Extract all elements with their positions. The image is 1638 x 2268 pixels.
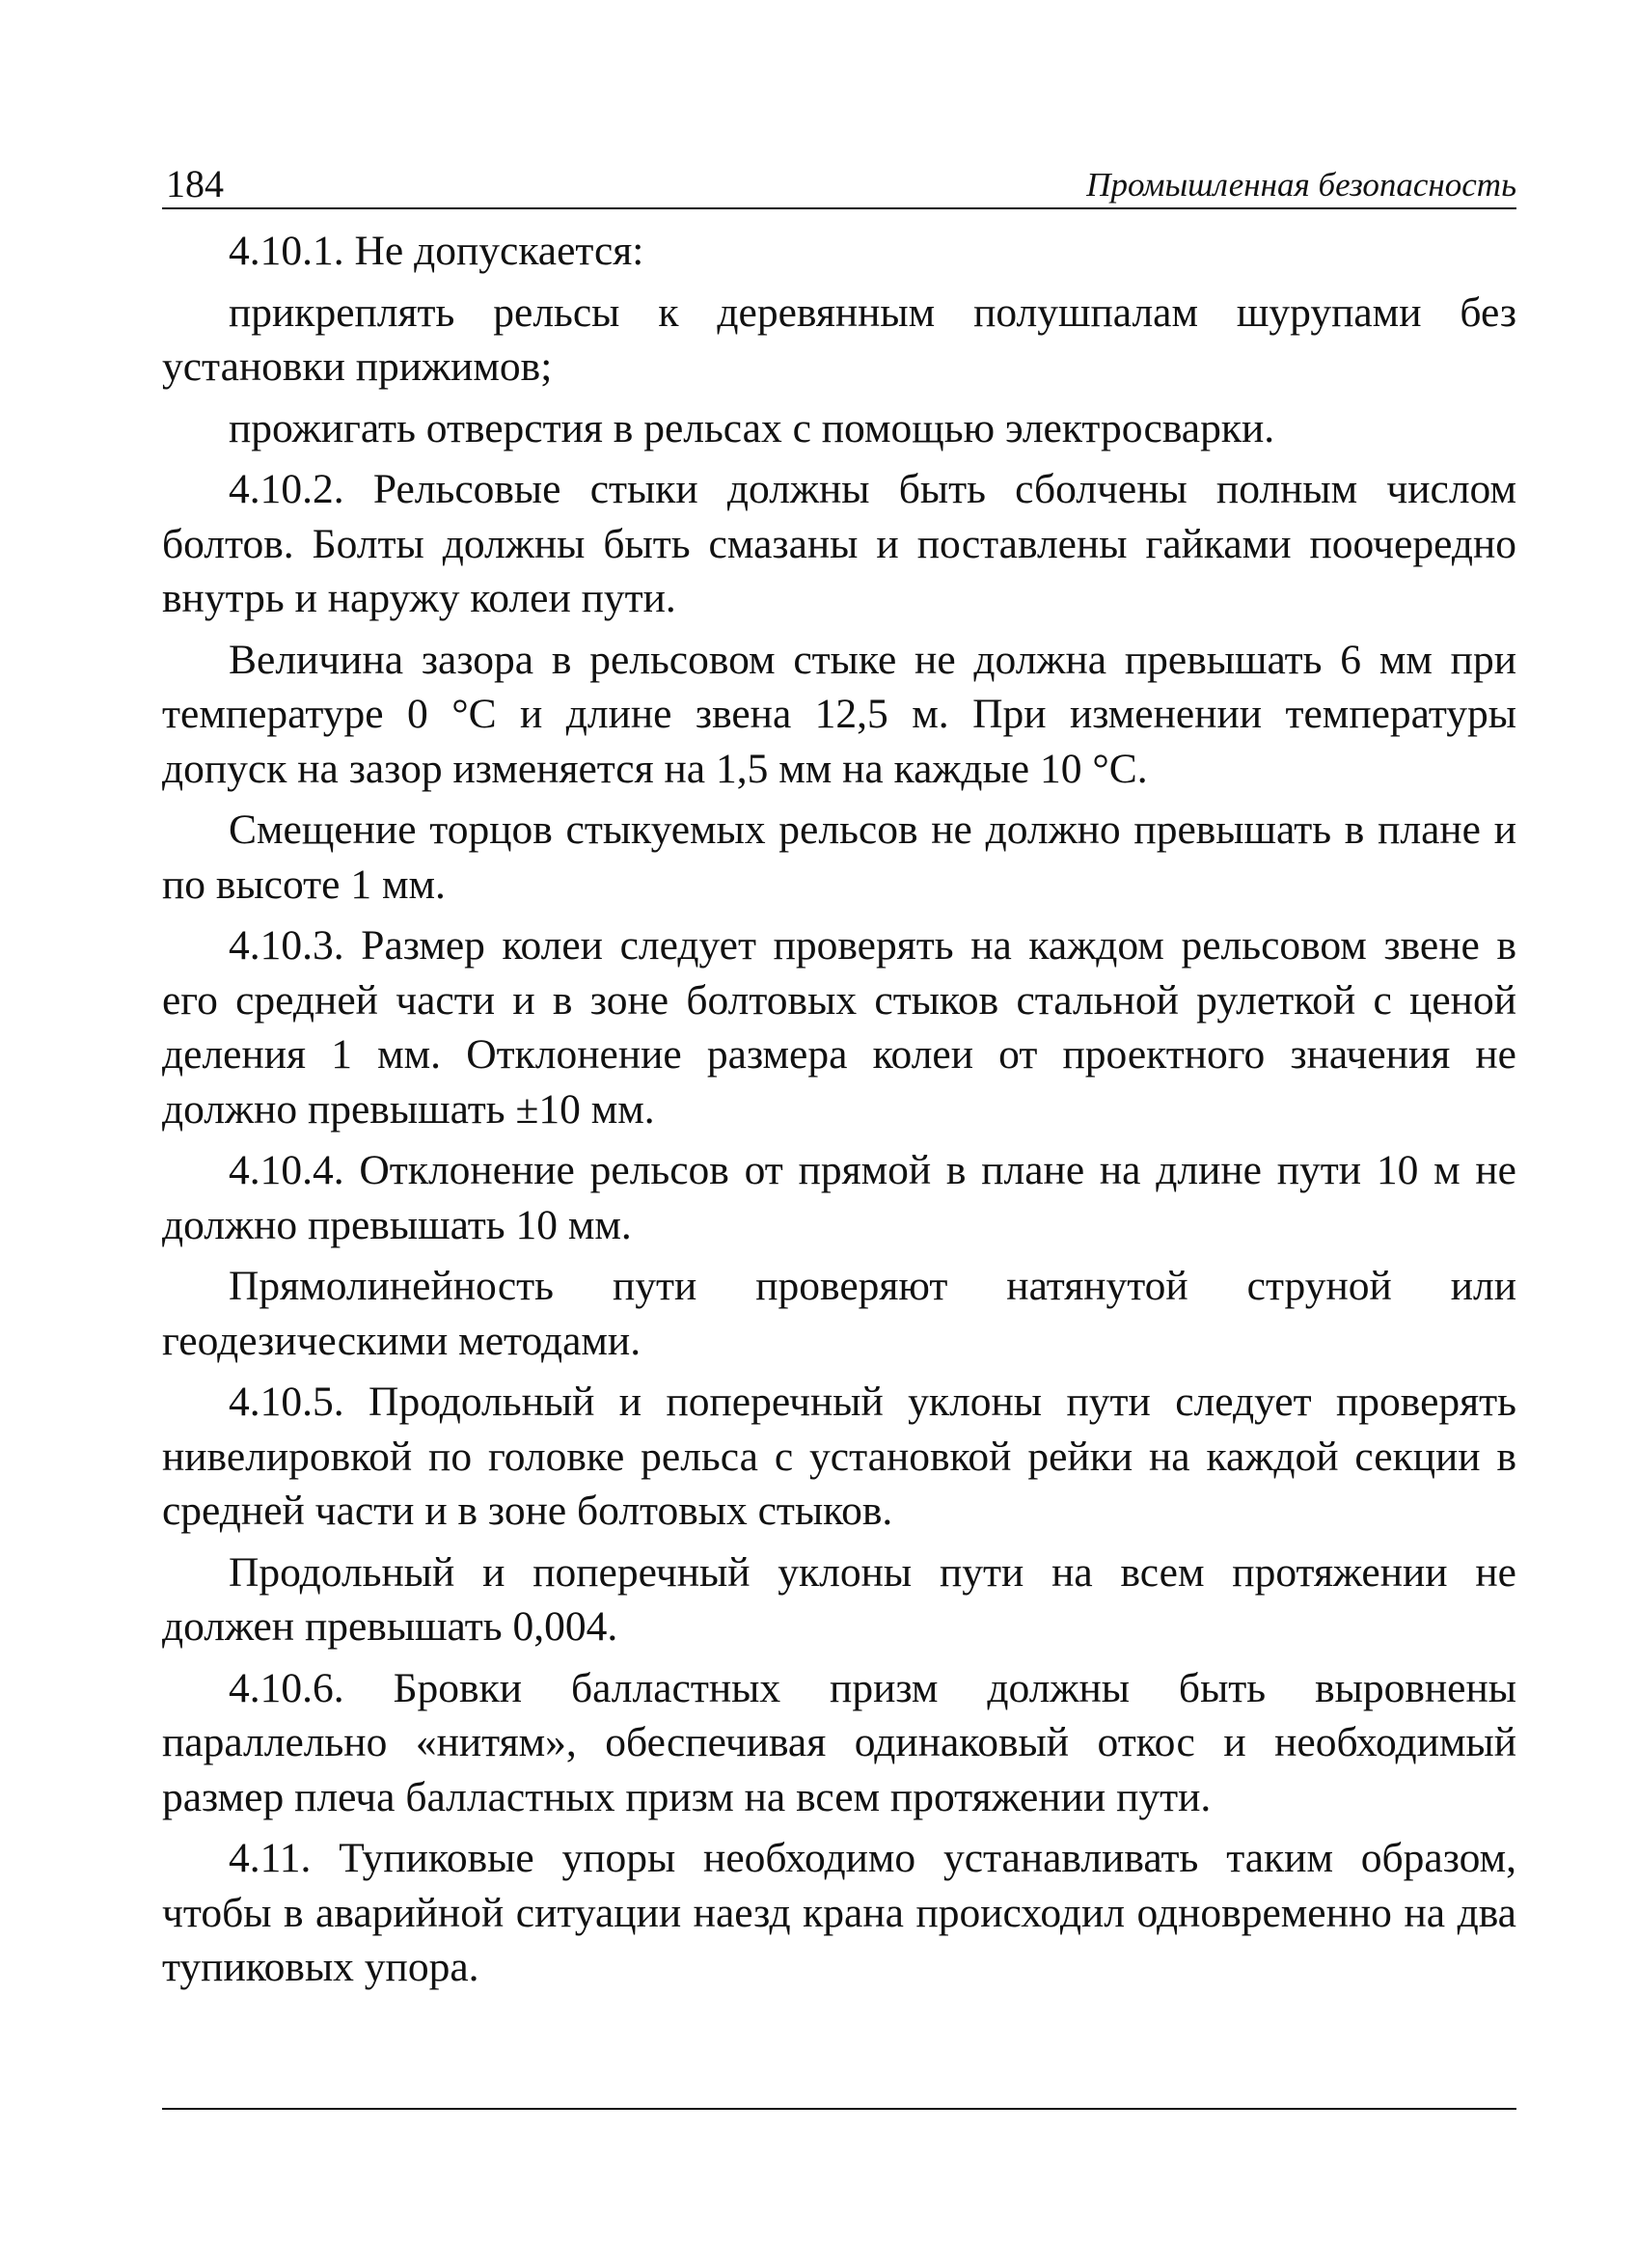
paragraph-straightness: Прямолинейность пути проверяют натянутой струной или геодезическими методами. [162, 1263, 1516, 1364]
page-number: 184 [166, 162, 224, 205]
page-body [162, 224, 1516, 2002]
paragraph-4-10-1: 4.10.1. Не допускается: [229, 228, 644, 274]
paragraph-4-10-2: 4.10.2. Рельсовые стыки должны быть сболчены полным числом болтов. Болты должны быть смазаны и поставлены гайками поочередно внутрь и наружу колеи пути. [162, 466, 1516, 621]
paragraph-4-10-4: 4.10.4. Отклонение рельсов от прямой в плане на длине пути 10 м не должно превышать 10 мм. [162, 1147, 1516, 1248]
paragraph-end-offset: Смещение торцов стыкуемых рельсов не должно превышать в плане и по высоте 1 мм. [162, 806, 1516, 908]
paragraph-4-10-6: 4.10.6. Бровки балластных призм должны быть выровнены параллельно «нитям», обеспечивая одинаковый откос и необходимый размер плеча балластных призм на всем протяжении пути. [162, 1664, 1516, 1820]
paragraph-slopes-limit: Продольный и поперечный уклоны пути на всем протяжении не должен превышать 0,004. [162, 1548, 1516, 1650]
paragraph-burning-holes: прожигать отверстия в рельсах с помощью электросварки. [229, 404, 1275, 451]
paragraph-4-11: 4.11. Тупиковые упоры необходимо устанавливать таким образом, чтобы в аварийной ситуации наезд крана происходил одновременно на два тупиковых упора. [162, 1835, 1516, 1990]
running-title: Промышленная безопасность [1086, 166, 1516, 204]
page-header [162, 150, 1516, 209]
footnote-divider [162, 2108, 1516, 2110]
paragraph-4-10-5: 4.10.5. Продольный и поперечный уклоны пути следует проверять нивелировкой по головке рельса с установкой рейки на каждой секции в средней части и в зоне болтовых стыков. [162, 1379, 1516, 1534]
paragraph-joint-gap: Величина зазора в рельсовом стыке не должна превышать 6 мм при температуре 0 °C и длине звена 12,5 м. При изменении температуры допуск на зазор изменяется на 1,5 мм на каждые 10 °C. [162, 636, 1516, 792]
paragraph-rails-fastening: прикреплять рельсы к деревянным полушпалам шурупами без установки прижимов; [162, 288, 1516, 390]
paragraph-4-10-3: 4.10.3. Размер колеи следует проверять на каждом рельсовом звене в его средней части и в зоне болтовых стыков стальной рулеткой с ценой деления 1 мм. Отклонение размера колеи от проектного значения не должно превышать ±10 мм. [162, 922, 1516, 1133]
